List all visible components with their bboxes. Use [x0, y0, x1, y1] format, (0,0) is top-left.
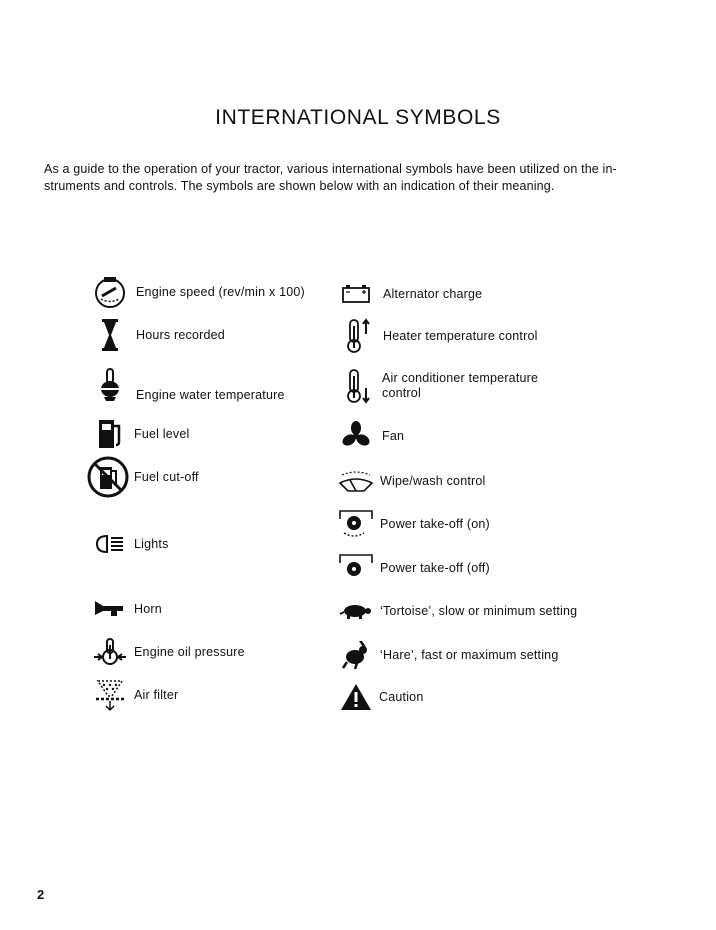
symbol-label: Fuel cut-off [134, 469, 199, 484]
symbol-label-line-1: Air conditioner temperature [382, 371, 539, 385]
symbol-label: Engine water temperature [136, 388, 285, 402]
symbol-engine-water-temperature [88, 365, 285, 405]
page-number: 2 [37, 887, 45, 902]
symbol-hare [334, 635, 558, 675]
symbol-label-line-2: control [382, 386, 421, 400]
tachometer-icon [88, 272, 132, 312]
symbol-engine-speed [88, 272, 305, 312]
battery-icon [334, 274, 378, 314]
symbol-label: Air filter [134, 687, 179, 702]
symbol-fuel-level [88, 414, 190, 454]
symbol-label: Wipe/wash control [380, 473, 486, 488]
symbol-label: Engine speed (rev/min x 100) [136, 284, 305, 299]
symbol-label: Caution [379, 689, 424, 704]
caution-icon [334, 677, 378, 717]
symbol-engine-oil-pressure [88, 632, 245, 672]
air-filter-icon [88, 675, 132, 715]
water-temperature-icon [88, 365, 132, 405]
symbol-label: Power take-off (off) [380, 560, 490, 575]
symbol-label: Fan [382, 428, 405, 443]
headlight-icon [88, 524, 132, 564]
symbol-tortoise [334, 591, 577, 631]
symbol-heater-temperature [334, 316, 538, 356]
fan-icon [334, 416, 378, 456]
symbol-air-filter [88, 675, 178, 715]
symbol-label: Power take-off (on) [380, 516, 490, 531]
tortoise-icon [334, 591, 378, 631]
pto-on-icon [334, 504, 378, 544]
symbol-label: Horn [134, 601, 162, 616]
symbol-label [382, 371, 538, 401]
symbol-hours-recorded [88, 315, 225, 355]
hare-icon [334, 635, 378, 675]
symbol-pto-on [334, 504, 490, 544]
symbol-label: Lights [134, 536, 169, 551]
symbol-label: ‘Hare’, fast or maximum setting [380, 647, 559, 662]
symbol-caution [334, 677, 424, 717]
page-title: INTERNATIONAL SYMBOLS [215, 106, 501, 129]
symbol-label: Fuel level [134, 426, 190, 441]
intro-line-2: struments and controls. The symbols are shown below with an indication of their meaning. [44, 179, 555, 193]
symbol-lights [88, 524, 169, 564]
heater-temperature-icon [334, 316, 378, 356]
intro-paragraph [44, 161, 664, 195]
wiper-icon [334, 461, 378, 501]
oil-pressure-icon [88, 632, 132, 672]
symbol-fan [334, 416, 404, 456]
air-conditioner-temperature-icon [334, 366, 378, 406]
pto-off-icon [334, 548, 378, 588]
symbol-label: Engine oil pressure [134, 644, 245, 659]
horn-icon [88, 589, 132, 629]
symbol-fuel-cutoff [84, 455, 199, 499]
symbol-label: Alternator charge [383, 286, 483, 301]
symbol-label: ‘Tortoise’, slow or minimum setting [380, 603, 578, 618]
symbol-label: Heater temperature control [383, 328, 538, 343]
symbol-wipe-wash [334, 461, 486, 501]
fuel-cutoff-icon [84, 455, 132, 499]
symbol-label: Hours recorded [136, 327, 225, 342]
symbol-alternator-charge [334, 274, 482, 314]
symbol-air-conditioner-temperature [334, 366, 538, 406]
intro-line-1: As a guide to the operation of your tractor, various international symbols have been utilized on the in- [44, 162, 617, 176]
symbol-horn [88, 589, 162, 629]
hourglass-icon [88, 315, 132, 355]
symbol-pto-off [334, 548, 490, 588]
fuel-pump-icon [88, 414, 132, 454]
